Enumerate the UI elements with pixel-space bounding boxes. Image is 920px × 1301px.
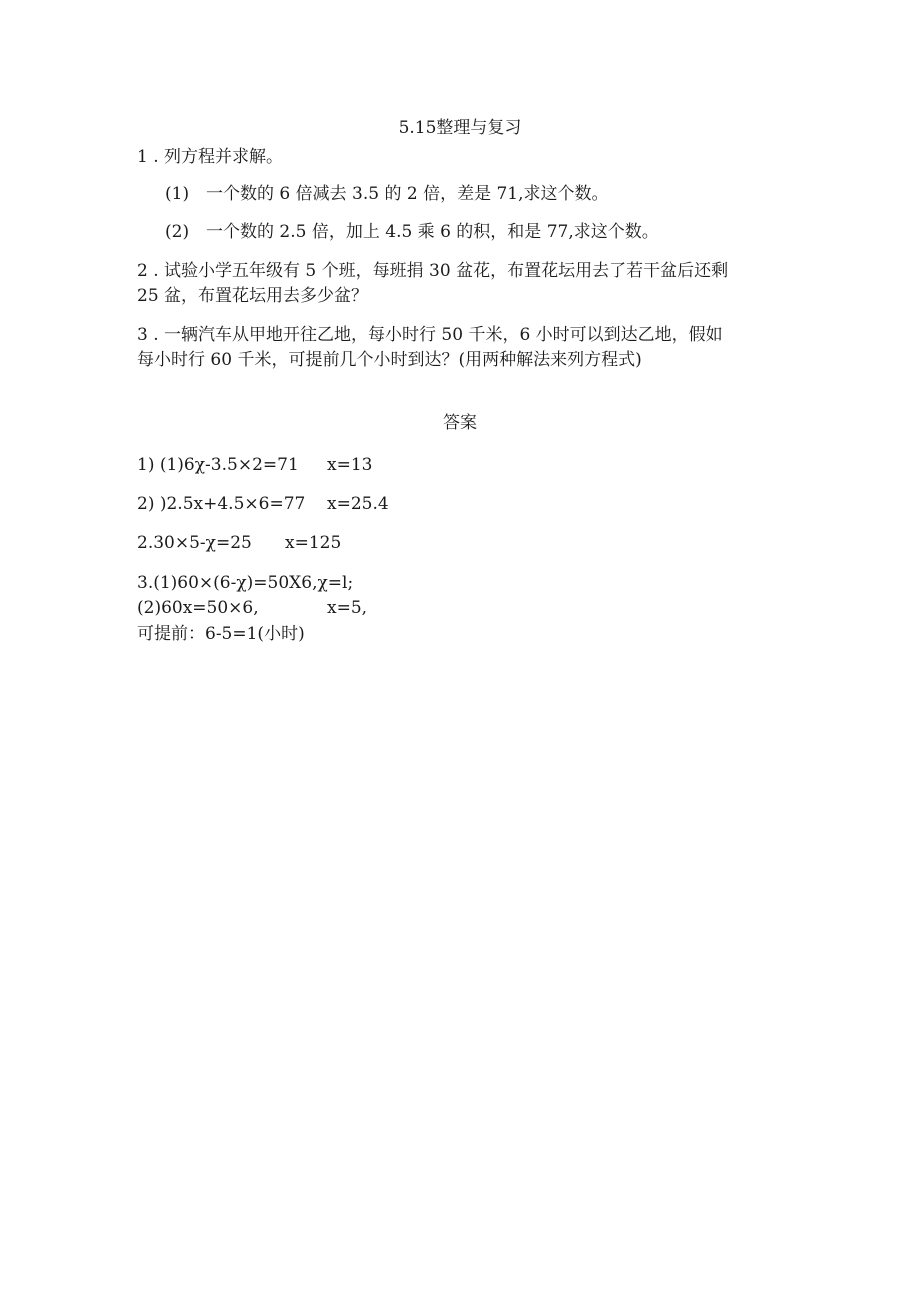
question-3-line-1: 3 . 一辆汽车从甲地开往乙地，每小时行 50 千米，6 小时可以到达乙地，假如 — [137, 325, 723, 345]
question-1-sub-2-label: (2) — [165, 222, 190, 242]
answer-2-result: x=25.4 — [327, 494, 389, 514]
answers-heading: 答案 — [443, 413, 477, 433]
question-1-sub-2-text: 一个数的 2.5 倍，加上 4.5 乘 6 的积，和是 77,求这个数。 — [206, 222, 659, 242]
question-1-heading: 1 . 列方程并求解。 — [137, 147, 284, 167]
question-1-sub-1-label: (1) — [165, 184, 190, 204]
question-2-line-1: 2 . 试验小学五年级有 5 个班，每班捐 30 盆花，布置花坛用去了若干盆后还剩 — [137, 261, 729, 281]
answer-1-equation: 1) (1)6χ-3.5×2=71 — [137, 455, 299, 475]
answer-4-line-3: 可提前：6-5=1(小时) — [137, 624, 305, 644]
answer-3-result: x=125 — [285, 533, 342, 553]
page-title: 5.15整理与复习 — [398, 118, 522, 138]
answer-3-equation: 2.30×5-χ=25 — [137, 533, 252, 553]
answer-1-result: x=13 — [327, 455, 373, 475]
answer-2-equation: 2) )2.5x+4.5×6=77 — [137, 494, 306, 514]
answer-4-line-1: 3.(1)60×(6-χ)=50X6,χ=l; — [137, 573, 354, 593]
answer-4-result-2: x=5, — [327, 598, 368, 618]
answer-4-equation-2: (2)60x=50×6, — [137, 598, 259, 618]
question-1-sub-1-text: 一个数的 6 倍减去 3.5 的 2 倍，差是 71,求这个数。 — [206, 184, 609, 204]
question-2-line-2: 25 盆，布置花坛用去多少盆？ — [137, 286, 369, 306]
question-3-line-2: 每小时行 60 千米，可提前几个小时到达？(用两种解法来列方程式) — [137, 350, 642, 370]
